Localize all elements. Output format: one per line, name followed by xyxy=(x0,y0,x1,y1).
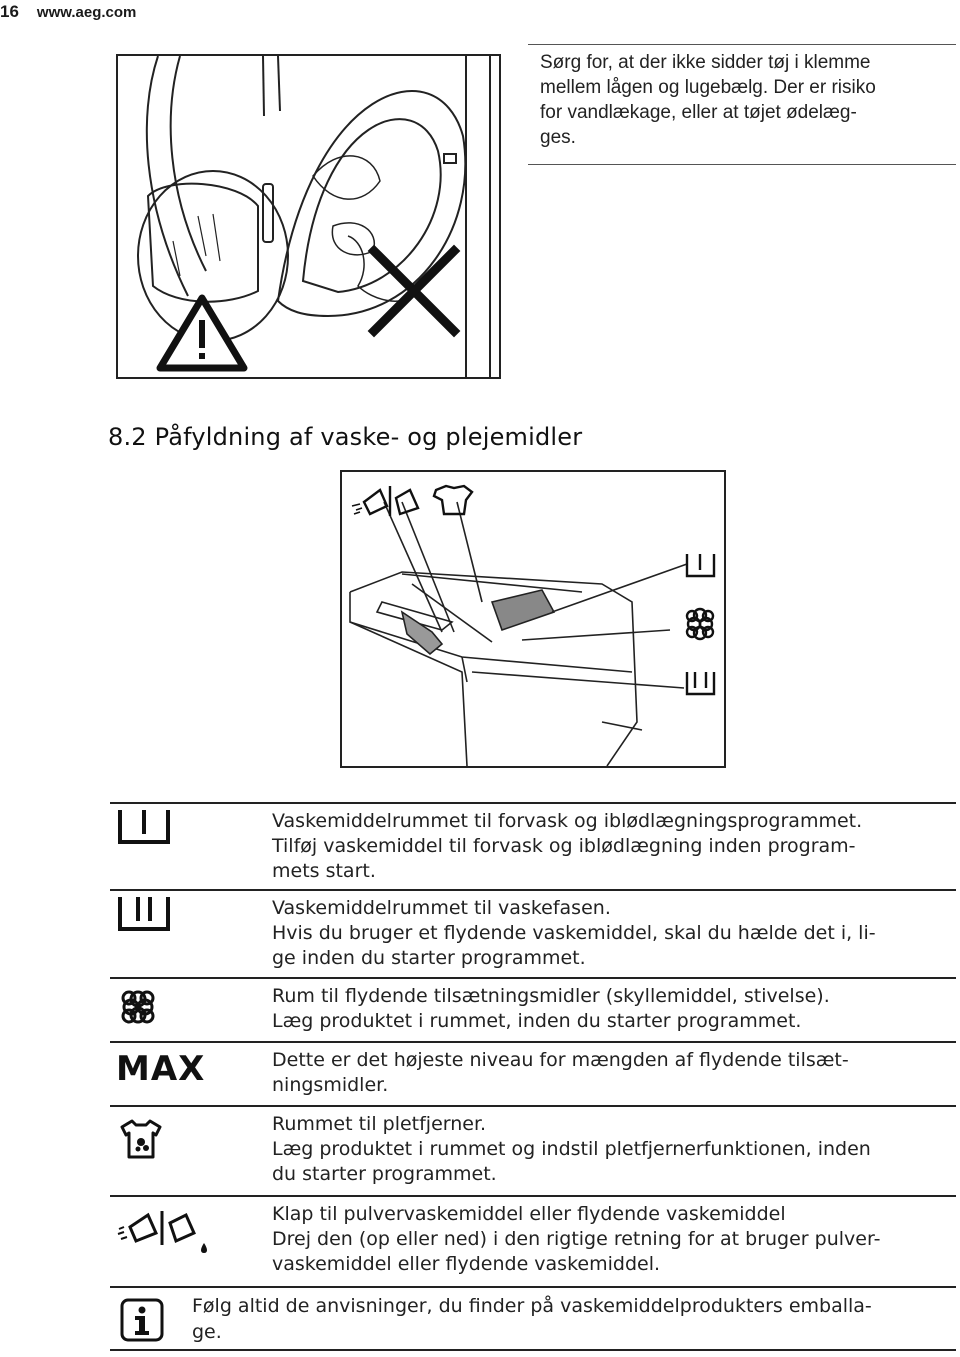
warning-text xyxy=(540,50,950,150)
section-title: 8.2 Påfyldning af vaske- og plejemidler xyxy=(108,423,583,451)
warning-line: mellem lågen og lugebælg. Der er risiko xyxy=(540,77,876,98)
info-line: ge. xyxy=(192,1321,222,1343)
row-line: Drej den (op eller ned) i den rigtige retning for at bruger pulver- xyxy=(272,1228,881,1250)
row-text xyxy=(272,1107,956,1191)
row-line: ningsmidler. xyxy=(272,1074,389,1096)
info-note xyxy=(110,1293,956,1351)
row-text xyxy=(272,891,956,975)
table-row xyxy=(110,891,956,979)
flower-icon xyxy=(687,609,713,639)
warning-bottom-rule xyxy=(528,164,956,165)
symbol-table xyxy=(110,802,956,1288)
row-line: Dette er det højeste niveau for mængden af flydende tilsæt- xyxy=(272,1049,849,1071)
table-row xyxy=(110,1043,956,1107)
info-icon xyxy=(120,1298,164,1346)
row-line: Klap til pulvervaskemiddel eller flydende vaskemiddel xyxy=(272,1203,786,1225)
row-text xyxy=(272,1043,956,1102)
row-line: Vaskemiddelrummet til forvask og iblødlægningsprogrammet. xyxy=(272,810,863,832)
table-row xyxy=(110,802,956,891)
powder-liquid-flap-icon xyxy=(116,1209,216,1261)
table-row xyxy=(110,979,956,1043)
warning-line: ges. xyxy=(540,127,576,148)
warning-line: Sørg for, at der ikke sidder tøj i klemme xyxy=(540,52,871,73)
door-gasket-illustration xyxy=(116,54,501,379)
stain-remover-shirt-icon xyxy=(116,1117,166,1165)
main-wash-compartment-icon xyxy=(116,895,176,939)
row-line: vaskemiddel eller flydende vaskemiddel. xyxy=(272,1253,661,1275)
table-row xyxy=(110,1197,956,1288)
row-line: Hvis du bruger et flydende vaskemiddel, skal du hælde det i, li- xyxy=(272,922,876,944)
row-line: Læg produktet i rummet, inden du starter programmet. xyxy=(272,1010,802,1032)
door-gasket-drawing xyxy=(118,56,499,377)
detergent-drawer-drawing xyxy=(342,472,724,766)
page-number: 16 xyxy=(0,2,19,21)
row-text xyxy=(272,1197,956,1281)
row-line: ge inden du starter programmet. xyxy=(272,947,586,969)
warning-top-rule xyxy=(528,44,956,45)
row-line: mets start. xyxy=(272,860,376,882)
page-header xyxy=(0,0,136,24)
row-text xyxy=(272,979,956,1038)
warning-triangle-icon xyxy=(160,298,244,368)
prewash-compartment-icon xyxy=(116,808,176,852)
row-line: du starter programmet. xyxy=(272,1163,497,1185)
detergent-drawer-illustration xyxy=(340,470,726,768)
info-line: Følg altid de anvisninger, du finder på vaskemiddelprodukters emballa- xyxy=(192,1295,872,1317)
max-label-text: MAX xyxy=(116,1049,206,1089)
row-text xyxy=(272,804,956,888)
row-line: Tilføj vaskemiddel til forvask og iblødlægning inden program- xyxy=(272,835,856,857)
site-url: www.aeg.com xyxy=(36,3,137,21)
row-line: Læg produktet i rummet og indstil pletfjernerfunktionen, inden xyxy=(272,1138,871,1160)
max-level-label xyxy=(116,1049,205,1089)
warning-line: for vandlækage, eller at tøjet ødelæg- xyxy=(540,102,857,123)
row-line: Vaskemiddelrummet til vaskefasen. xyxy=(272,897,611,919)
row-line: Rummet til pletfjerner. xyxy=(272,1113,487,1135)
row-line: Rum til flydende tilsætningsmidler (skyllemiddel, stivelse). xyxy=(272,985,830,1007)
table-row xyxy=(110,1107,956,1197)
softener-flower-icon xyxy=(116,985,160,1033)
info-text xyxy=(192,1293,872,1345)
